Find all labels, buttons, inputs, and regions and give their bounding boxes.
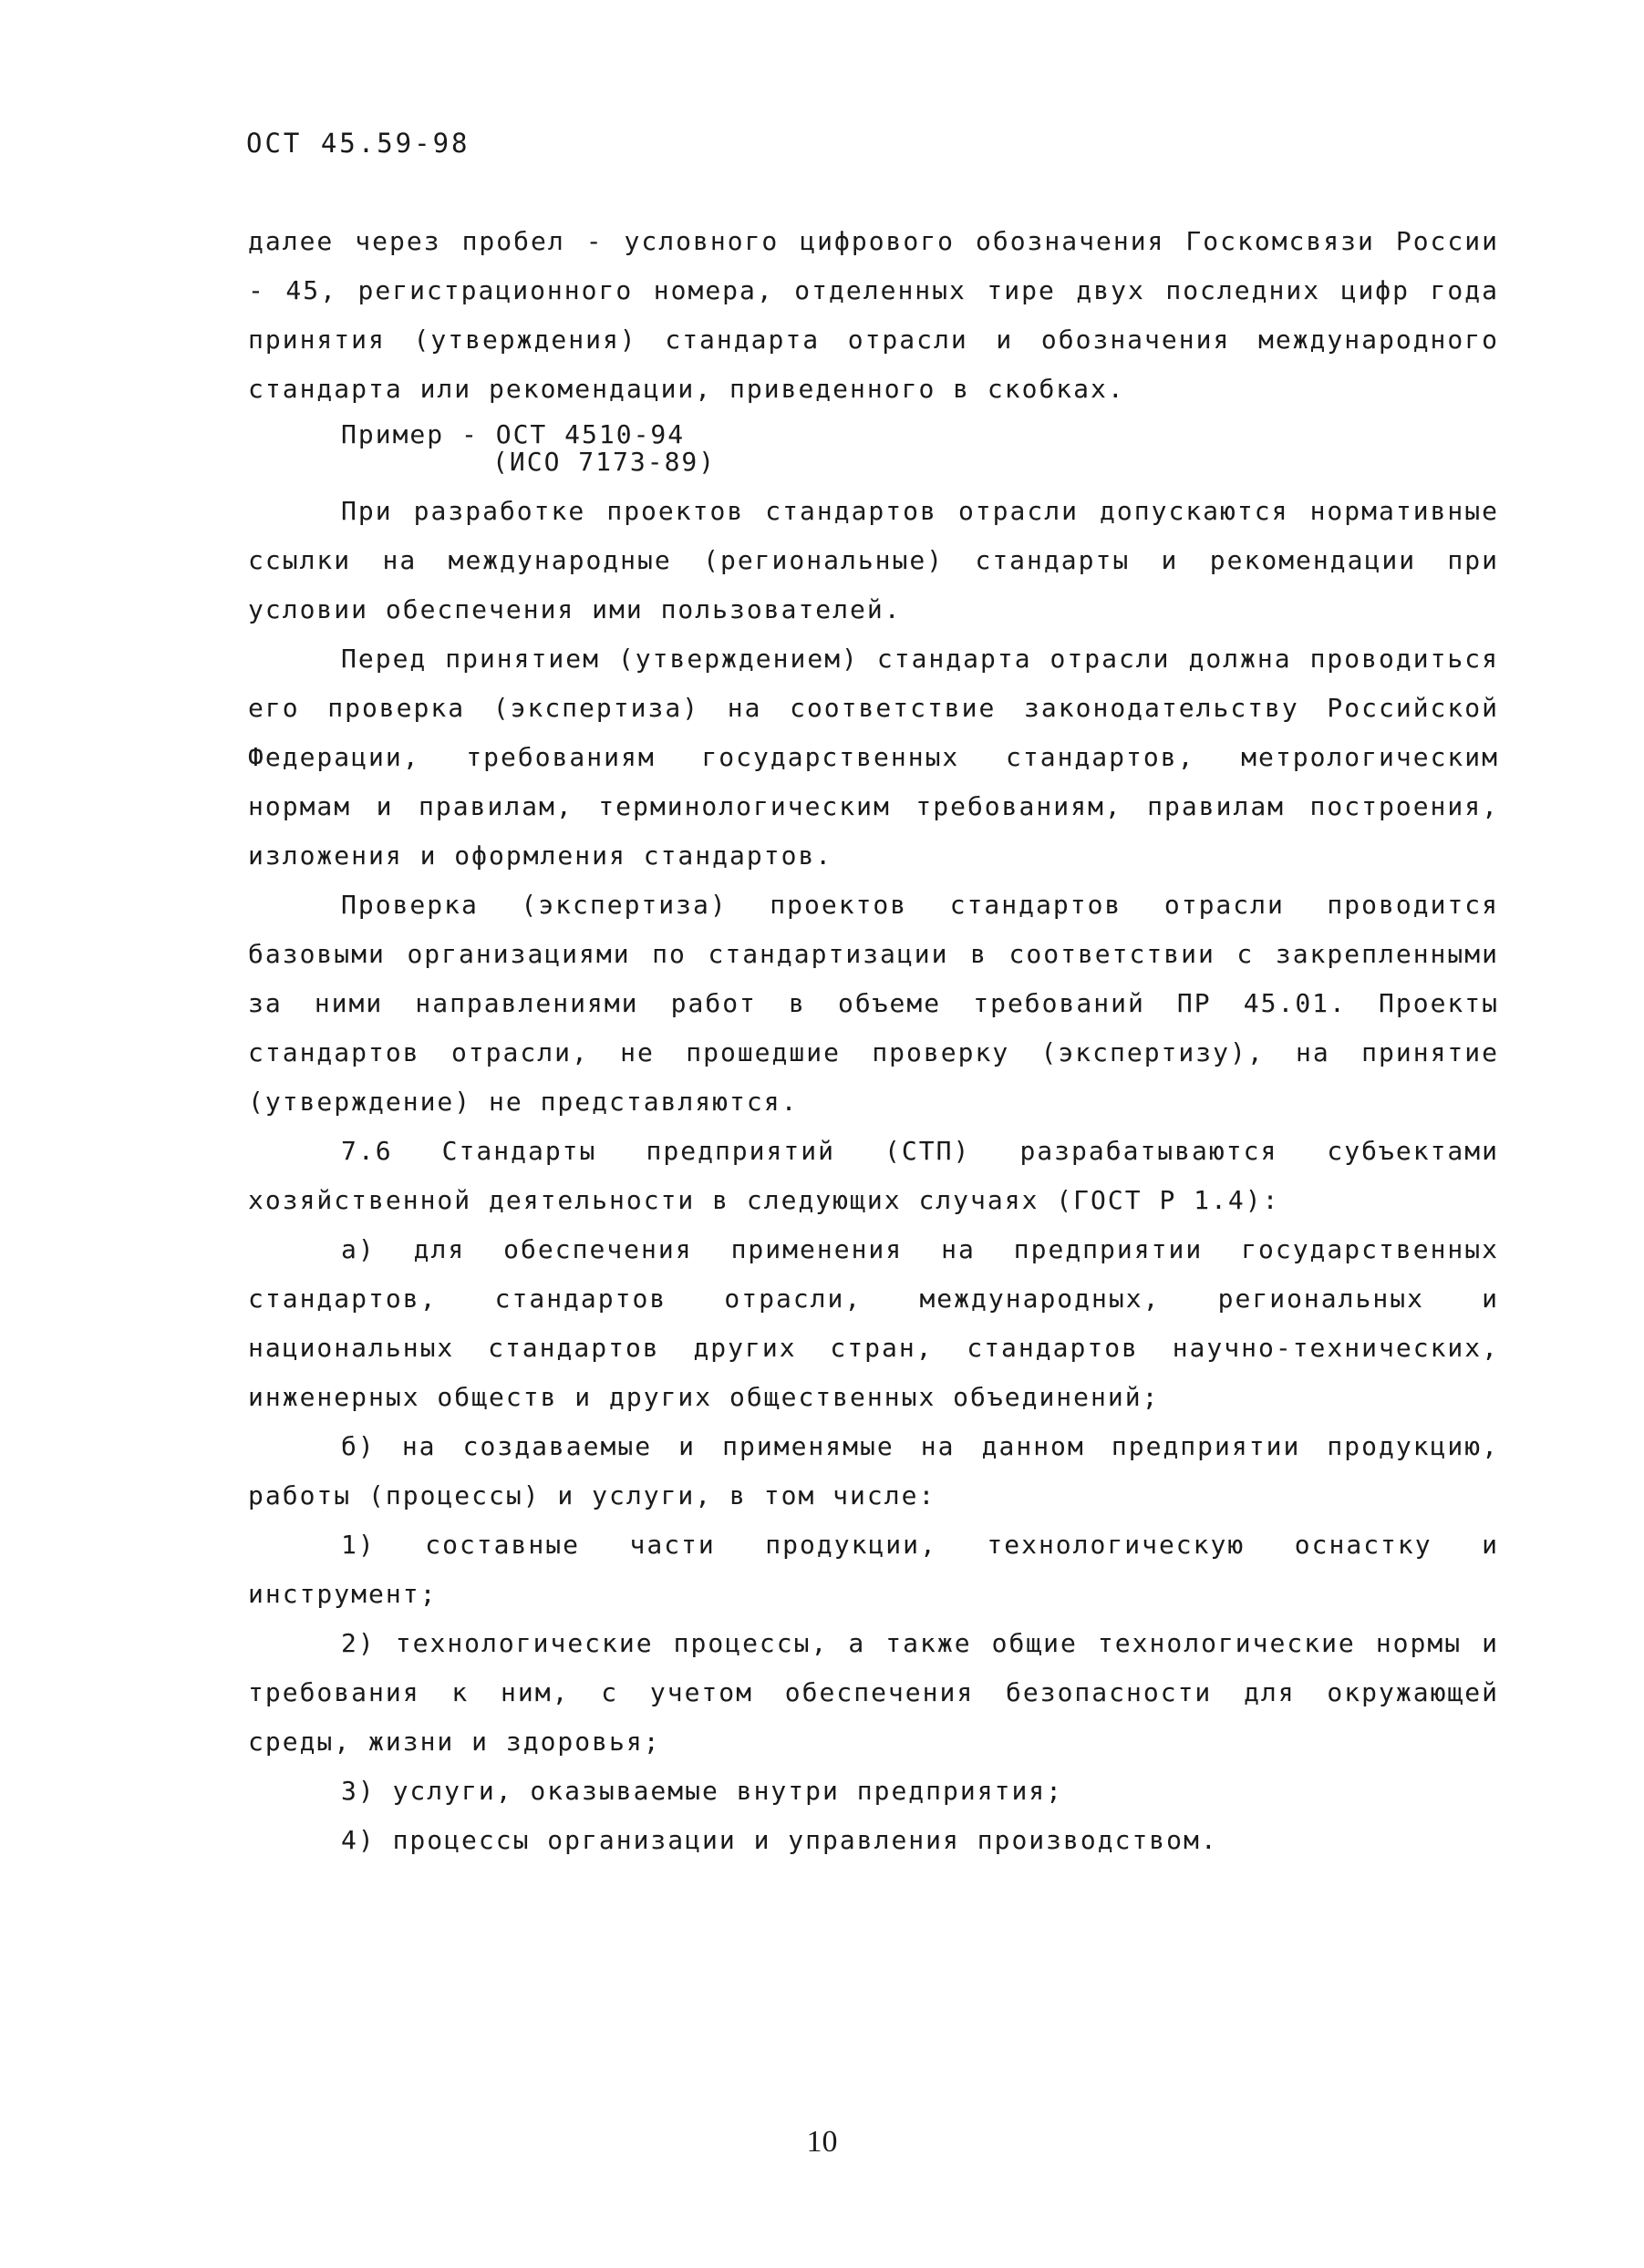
paragraph: Проверка (экспертиза) проектов стандартов отрасли проводится базовыми организациями по стандартизации в соответствии с закрепленными за ними направлениями работ в объеме требований ПР 45.01. Проекты стандартов отрасли, не прошедшие проверку (экспертизу), на принятие (утверждение) не представляются. — [248, 890, 1499, 1117]
list-subitem: 2) технологические процессы, а также общие технологические нормы и требования к ним, с учетом обеспечения безопасности для окружающей среды, жизни и здоровья; — [248, 1628, 1499, 1757]
list-subitem: 4) процессы организации и управления производством. — [341, 1825, 1218, 1855]
list-subitem: 3) услуги, оказываемые внутри предприятия; — [341, 1776, 1064, 1806]
paragraph: далее через пробел - условного цифрового обозначения Госкомсвязи России - 45, регистрационного номера, отделенных тире двух последних цифр года принятия (утверждения) стандарта отрасли и обозначения международного стандарта или рекомендации, приведенного в скобках. — [248, 226, 1499, 404]
section-paragraph: 7.6 Стандарты предприятий (СТП) разрабатываются субъектами хозяйственной деятельности в следующих случаях (ГОСТ Р 1.4): — [248, 1136, 1499, 1215]
document-code-header: ОСТ 45.59-98 — [246, 128, 470, 159]
list-subitem: 1) составные части продукции, технологическую оснастку и инструмент; — [248, 1530, 1499, 1609]
paragraph: Перед принятием (утверждением) стандарта отрасли должна проводиться его проверка (экспертиза) на соответствие законодательству Российской Федерации, требованиям государственных стандартов, метрологическим нормам и правилам, терминологическим требованиям, правилам построения, изложения и оформления стандартов. — [248, 644, 1499, 871]
document-body — [248, 217, 1499, 1865]
example-line: Пример - ОСТ 4510-94 — [341, 419, 686, 449]
page-number: 10 — [806, 2125, 838, 2159]
list-item: б) на создаваемые и применямые на данном предприятии продукцию, работы (процессы) и услуги, в том числе: — [248, 1431, 1499, 1510]
list-item: а) для обеспечения применения на предприятии государственных стандартов, стандартов отрасли, международных, региональных и национальных стандартов других стран, стандартов научно-технических, инженерных обществ и других общественных объединений; — [248, 1234, 1499, 1412]
example-line: (ИСО 7173-89) — [492, 447, 717, 477]
example-block — [341, 421, 1499, 476]
paragraph: При разработке проектов стандартов отрасли допускаются нормативные ссылки на международные (региональные) стандарты и рекомендации при условии обеспечения ими пользователей. — [248, 496, 1499, 624]
